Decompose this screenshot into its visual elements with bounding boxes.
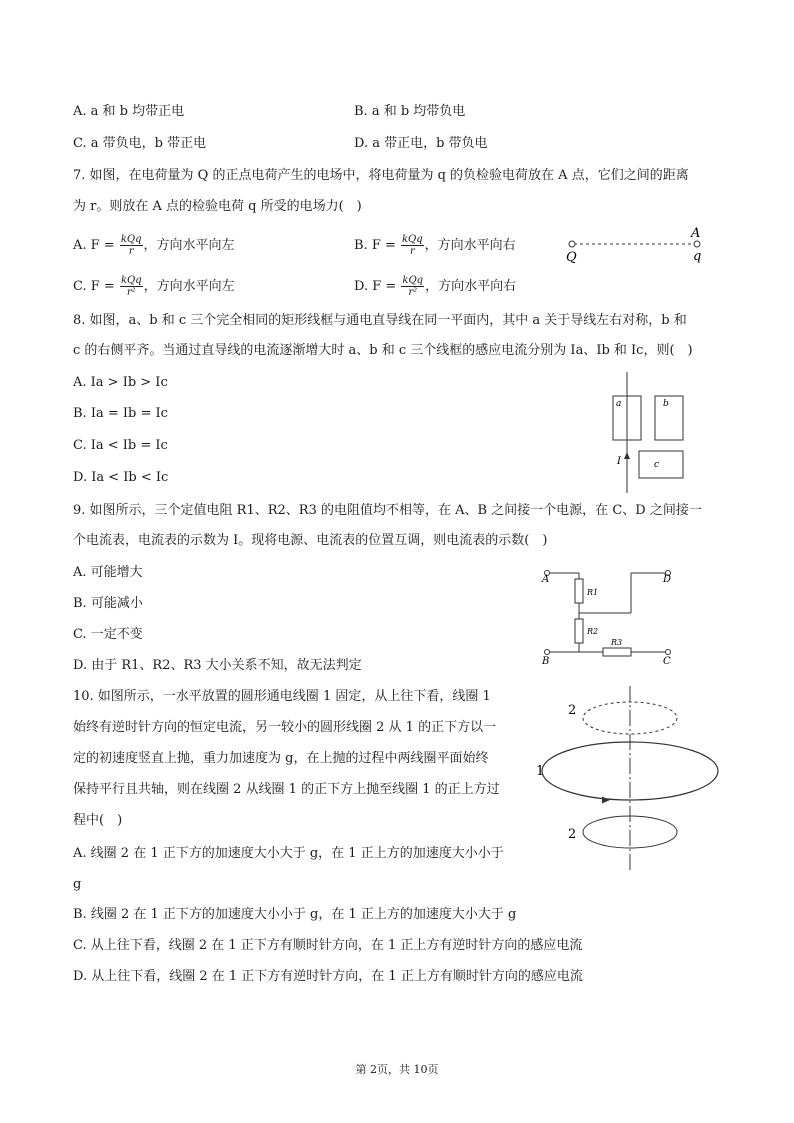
q9-circuit — [535, 560, 685, 670]
q10-stem-line3: 定的初速度竖直上抛，重力加速度为 g，在上抛的过程中两线圈平面始终 — [73, 751, 489, 766]
q10-stem-line1: 10. 如图所示，一水平放置的圆形通电线圈 1 固定，从上往下看，线圈 1 — [73, 689, 491, 704]
q6-option-a: A. a 和 b 均带正电 — [73, 104, 185, 119]
q9-terminal-b — [545, 650, 550, 655]
q9-option-a: A. 可能增大 — [73, 565, 143, 580]
q7-point-q — [569, 241, 575, 247]
q10-stem-line5: 程中( ) — [73, 813, 123, 828]
q7-label-a: A — [691, 226, 701, 241]
q9-label-b: B — [542, 656, 550, 667]
q8-label-a: a — [616, 399, 622, 409]
q9-resistor-r1 — [575, 579, 583, 603]
q9-option-b: B. 可能减小 — [73, 596, 143, 611]
q9-label-r3: R3 — [611, 638, 623, 647]
q9-label-d: D — [663, 574, 672, 585]
q9-option-d: D. 由于 R1、R2、R3 大小关系不知，故无法判定 — [73, 658, 362, 673]
q7-stem-line1: 7. 如图，在电荷量为 Q 的正点电荷产生的电场中，将电荷量为 q 的负检验电荷放在 A 点，它们之间的距离 — [73, 168, 689, 183]
q8-option-d: D. Ia < Ib < Ic — [73, 470, 169, 485]
q10-current-arrow — [602, 797, 610, 804]
q8-frame-c — [639, 451, 683, 478]
q8-current-arrow — [624, 452, 630, 459]
q8-label-i: I — [617, 456, 621, 467]
q8-stem-line2: c 的右侧平齐。当通过直导线的电流逐渐增大时 a、b 和 c 三个线框的感应电流分别为 Ia、Ib 和 Ic，则( ) — [73, 343, 693, 358]
q9-terminal-c — [666, 650, 671, 655]
q8-option-c: C. Ia < Ib = Ic — [73, 438, 168, 453]
q10-stem-line2: 始终有逆时针方向的恒定电流，另一较小的圆形线圈 2 从 1 的正下方以一 — [73, 720, 497, 735]
q7-stem-line2: 为 r。则放在 A 点的检验电荷 q 所受的电场力( ) — [73, 199, 362, 214]
q7-point-a — [694, 241, 700, 247]
q10-label-2-bottom: 2 — [568, 827, 577, 842]
q7-label-q-big: Q — [566, 250, 577, 265]
q6-option-b: B. a 和 b 均带负电 — [354, 104, 466, 119]
q8-option-b: B. Ia = Ib = Ic — [73, 406, 168, 421]
page-footer: 第 2页，共 10页 — [355, 1063, 439, 1076]
q8-figure — [600, 370, 700, 495]
q9-resistor-r3 — [603, 648, 631, 656]
q7-option-a: A. F = $\frac{\text{kQq}}{r}$ ，方向水平向左 — [73, 234, 235, 257]
q9-option-c: C. 一定不变 — [73, 627, 143, 642]
q10-option-c: C. 从上往下看，线圈 2 在 1 正下方有顺时针方向，在 1 正上方有逆时针方向的感应电流 — [73, 938, 583, 953]
q10-option-d: D. 从上往下看，线圈 2 在 1 正下方有逆时针方向，在 1 正上方有顺时针方向的感应电流 — [73, 969, 583, 984]
q9-label-r1: R1 — [587, 588, 599, 597]
q10-label-2-top: 2 — [568, 703, 577, 718]
q9-label-c: C — [663, 656, 671, 667]
q10-label-1: 1 — [536, 764, 545, 779]
q8-frame-b — [655, 396, 683, 440]
q8-stem-line1: 8. 如图，a、b 和 c 三个完全相同的矩形线框与通电直导线在同一平面内，其中 a 关于导线左右对称，b 和 — [73, 313, 687, 328]
q7-option-b: B. F = $\frac{\text{kQq}}{r}$ ，方向水平向右 — [354, 234, 516, 257]
q7-figure — [560, 222, 720, 266]
q9-label-r2: R2 — [587, 627, 599, 636]
q8-option-a: A. Ia > Ib > Ic — [73, 375, 168, 390]
q10-stem-line4: 保持平行且共轴，则在线圈 2 从线圈 1 的正下方上抛至线圈 1 的正上方过 — [73, 782, 500, 797]
q6-option-c: C. a 带负电，b 带正电 — [73, 136, 207, 151]
q9-stem-line1: 9. 如图所示，三个定值电阻 R1、R2、R3 的电阻值均不相等，在 A、B 之间接一个电源，在 C、D 之间接一 — [73, 503, 702, 518]
q7-label-q-small: q — [693, 249, 702, 264]
q10-figure — [530, 684, 730, 874]
q9-resistor-r2 — [575, 619, 583, 643]
q10-option-b: B. 线圈 2 在 1 正下方的加速度大小小于 g，在 1 正上方的加速度大小大于 g — [73, 907, 517, 922]
q9-label-a: A — [542, 574, 550, 585]
q8-label-b: b — [663, 399, 669, 409]
q8-label-c: c — [654, 460, 660, 470]
q7-option-d: D. F = $\frac{\text{kQq}}{\text{r²}}$ ，方向水平向右 — [354, 275, 517, 298]
q6-option-d: D. a 带正电，b 带负电 — [354, 136, 488, 151]
q9-stem-line2: 个电流表，电流表的示数为 I。现将电源、电流表的位置互调，则电流表的示数( ) — [73, 533, 548, 548]
q10-option-a: A. 线圈 2 在 1 正下方的加速度大小大于 g，在 1 正上方的加速度大小小于 — [73, 846, 504, 861]
q10-option-a-cont: g — [73, 877, 82, 892]
q7-option-c: C. F = $\frac{\text{kQq}}{\text{r²}}$ ，方向水平向左 — [73, 275, 235, 298]
